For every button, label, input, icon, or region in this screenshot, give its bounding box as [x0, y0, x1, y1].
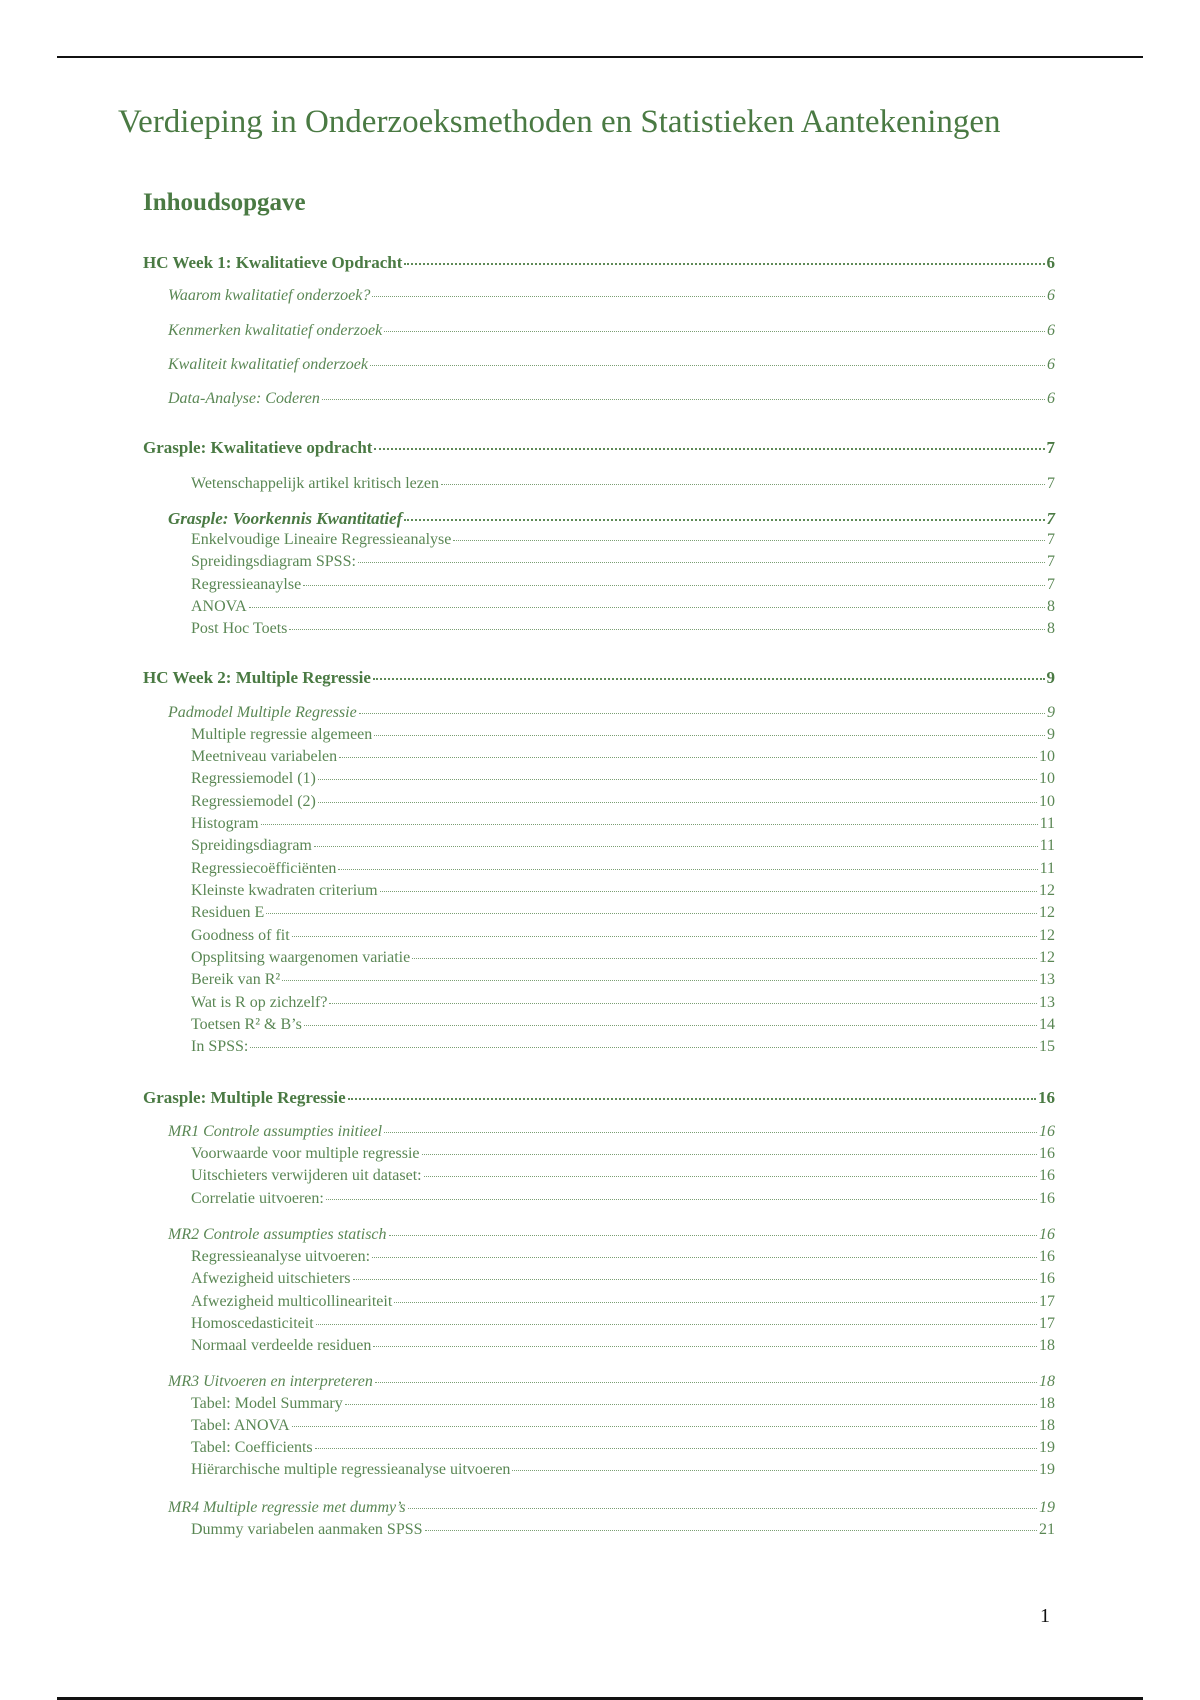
toc-entry[interactable]: Regressiecoëfficiënten 11: [191, 860, 1055, 877]
document-title: Verdieping in Onderzoeksmethoden en Statistieken Aantekeningen: [118, 104, 1001, 140]
toc-entry[interactable]: MR4 Multiple regressie met dummy’s 19: [168, 1499, 1055, 1516]
toc-entry[interactable]: Data-Analyse: Coderen 6: [168, 390, 1055, 407]
toc-entry[interactable]: Afwezigheid uitschieters 16: [191, 1270, 1055, 1287]
toc-entry[interactable]: Dummy variabelen aanmaken SPSS 21: [191, 1521, 1055, 1538]
toc-entry[interactable]: Spreidingsdiagram 11: [191, 837, 1055, 854]
toc-entry[interactable]: MR3 Uitvoeren en interpreteren 18: [168, 1373, 1055, 1390]
toc-entry[interactable]: Voorwaarde voor multiple regressie 16: [191, 1145, 1055, 1162]
toc-entry[interactable]: MR2 Controle assumpties statisch 16: [168, 1226, 1055, 1243]
toc-entry[interactable]: Opsplitsing waargenomen variatie 12: [191, 949, 1055, 966]
toc-entry[interactable]: Toetsen R² & B’s 14: [191, 1016, 1055, 1033]
toc-entry[interactable]: Grasple: Multiple Regressie 16: [143, 1088, 1055, 1107]
toc-entry[interactable]: Correlatie uitvoeren: 16: [191, 1190, 1055, 1207]
toc-entry[interactable]: Histogram 11: [191, 815, 1055, 832]
toc-entry[interactable]: Regressieanaylse 7: [191, 576, 1055, 593]
toc-entry[interactable]: Spreidingsdiagram SPSS: 7: [191, 553, 1055, 570]
toc-entry[interactable]: Tabel: Model Summary 18: [191, 1395, 1055, 1412]
toc-entry[interactable]: Homoscedasticiteit 17: [191, 1315, 1055, 1332]
toc-entry[interactable]: Regressieanalyse uitvoeren: 16: [191, 1248, 1055, 1265]
toc-entry[interactable]: Uitschieters verwijderen uit dataset: 16: [191, 1167, 1055, 1184]
toc-entry[interactable]: HC Week 1: Kwalitatieve Opdracht 6: [143, 253, 1055, 272]
toc-entry[interactable]: MR1 Controle assumpties initieel 16: [168, 1123, 1055, 1140]
toc-entry[interactable]: Padmodel Multiple Regressie 9: [168, 704, 1055, 721]
toc-entry[interactable]: Afwezigheid multicollineariteit 17: [191, 1293, 1055, 1310]
page-number: 1: [1040, 1605, 1050, 1627]
top-rule: [57, 56, 1143, 58]
toc-entry[interactable]: Grasple: Kwalitatieve opdracht 7: [143, 438, 1055, 457]
toc-entry[interactable]: Post Hoc Toets 8: [191, 620, 1055, 637]
toc-entry[interactable]: Meetniveau variabelen 10: [191, 748, 1055, 765]
toc-entry[interactable]: Goodness of fit 12: [191, 927, 1055, 944]
toc-entry[interactable]: Hiërarchische multiple regressieanalyse uitvoeren 19: [191, 1461, 1055, 1478]
toc-entry[interactable]: HC Week 2: Multiple Regressie 9: [143, 668, 1055, 687]
toc-entry[interactable]: Waarom kwalitatief onderzoek? 6: [168, 287, 1055, 304]
toc-entry[interactable]: Grasple: Voorkennis Kwantitatief 7: [168, 509, 1055, 528]
toc-entry[interactable]: Residuen E 12: [191, 904, 1055, 921]
toc-entry[interactable]: Kwaliteit kwalitatief onderzoek 6: [168, 356, 1055, 373]
toc-entry[interactable]: Wat is R op zichzelf? 13: [191, 994, 1055, 1011]
toc-entry[interactable]: Normaal verdeelde residuen 18: [191, 1337, 1055, 1354]
toc-entry[interactable]: In SPSS: 15: [191, 1038, 1055, 1055]
toc-entry[interactable]: Kleinste kwadraten criterium 12: [191, 882, 1055, 899]
toc-entry[interactable]: Kenmerken kwalitatief onderzoek 6: [168, 322, 1055, 339]
toc-entry[interactable]: Tabel: Coefficients 19: [191, 1439, 1055, 1456]
toc-heading: Inhoudsopgave: [143, 189, 306, 216]
toc-entry[interactable]: Tabel: ANOVA 18: [191, 1417, 1055, 1434]
toc-entry[interactable]: ANOVA 8: [191, 598, 1055, 615]
toc-entry[interactable]: Bereik van R² 13: [191, 971, 1055, 988]
toc-entry[interactable]: Multiple regressie algemeen 9: [191, 726, 1055, 743]
toc-entry[interactable]: Regressiemodel (1) 10: [191, 770, 1055, 787]
toc-entry[interactable]: Regressiemodel (2) 10: [191, 793, 1055, 810]
toc-entry[interactable]: Enkelvoudige Lineaire Regressieanalyse 7: [191, 531, 1055, 548]
toc-entry[interactable]: Wetenschappelijk artikel kritisch lezen 7: [191, 475, 1055, 492]
